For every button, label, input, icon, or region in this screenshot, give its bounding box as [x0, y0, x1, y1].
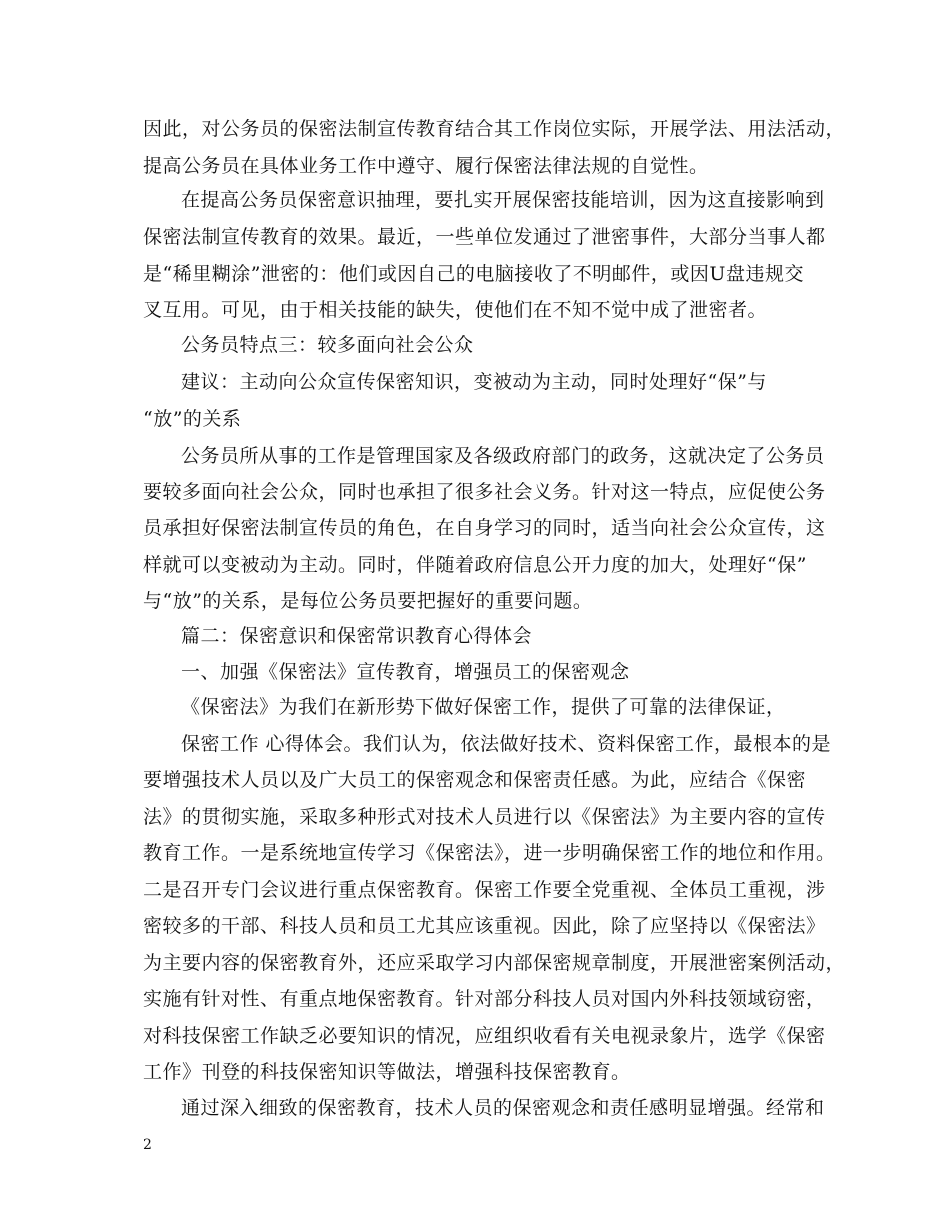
text-line: 公务员所从事的工作是管理国家及各级政府部门的政务，这就决定了公务员 [181, 445, 825, 467]
text-line: 二是召开专门会议进行重点保密教育。保密工作要全党重视、全体员工重视，涉 [143, 879, 826, 901]
text-line: 教育工作。一是系统地宣传学习《保密法》，进一步明确保密工作的地位和作用。 [143, 842, 836, 864]
text-line: 保密法制宣传教育的效果。最近，一些单位发通过了泄密事件，大部分当事人都 [143, 226, 826, 248]
text-line: 是“稀里糊涂”泄密的：他们或因自己的电脑接收了不明邮件，或因U盘违规交 [143, 263, 804, 285]
section-heading: 公务员特点三：较多面向社会公众 [181, 334, 474, 356]
text-line: 与“放”的关系，是每位公务员要把握好的重要问题。 [143, 590, 593, 612]
text-line: 对科技保密工作缺乏必要知识的情况，应组织收看有关电视录象片，选学《保密 [143, 1025, 826, 1047]
section-heading: 一、加强《保密法》宣传教育，增强员工的保密观念 [181, 661, 630, 683]
page-number: 2 [143, 1137, 152, 1153]
text-line: 通过深入细致的保密教育，技术人员的保密观念和责任感明显增强。经常和 [181, 1097, 825, 1119]
text-line: 法》的贯彻实施，采取多种形式对技术人员进行以《保密法》为主要内容的宣传 [143, 806, 826, 828]
text-line: 密较多的干部、科技人员和员工尤其应该重视。因此，除了应坚持以《保密法》 [143, 915, 826, 937]
section-heading: 篇二：保密意识和保密常识教育心得体会 [181, 625, 533, 647]
text-line: 要增强技术人员以及广大员工的保密观念和保密责任感。为此，应结合《保密 [143, 769, 807, 791]
text-line: 叉互用。可见，由于相关技能的缺失，使他们在不知不觉中成了泄密者。 [143, 299, 768, 321]
text-line: 员承担好保密法制宣传员的角色，在自身学习的同时，适当向社会公众宣传，这 [143, 517, 826, 539]
text-line: 实施有针对性、有重点地保密教育。针对部分科技人员对国内外科技领域窃密， [143, 988, 826, 1010]
text-line: 《保密法》为我们在新形势下做好保密工作，提供了可靠的法律保证， [181, 696, 786, 718]
text-line: 保密工作 心得体会。我们认为，依法做好技术、资料保密工作，最根本的是 [181, 733, 832, 755]
text-line: 建议：主动向公众宣传保密知识，变被动为主动，同时处理好“保”与 [181, 371, 767, 393]
text-line: 要较多面向社会公众，同时也承担了很多社会义务。针对这一特点，应促使公务 [143, 481, 826, 503]
text-line: 提高公务员在具体业务工作中遵守、履行保密法律法规的自觉性。 [143, 155, 709, 177]
text-line: 工作》刊登的科技保密知识等做法，增强科技保密教育。 [143, 1061, 631, 1083]
text-line: 样就可以变被动为主动。同时，伴随着政府信息公开力度的加大，处理好“保” [143, 554, 807, 576]
text-line: 为主要内容的保密教育外，还应采取学习内部保密规章制度，开展泄密案例活动， [143, 952, 846, 974]
text-line: “放”的关系 [143, 408, 242, 430]
text-line: 因此，对公务员的保密法制宣传教育结合其工作岗位实际，开展学法、用法活动， [143, 118, 846, 140]
text-line: 在提高公务员保密意识抽理，要扎实开展保密技能培训，因为这直接影响到 [181, 189, 825, 211]
